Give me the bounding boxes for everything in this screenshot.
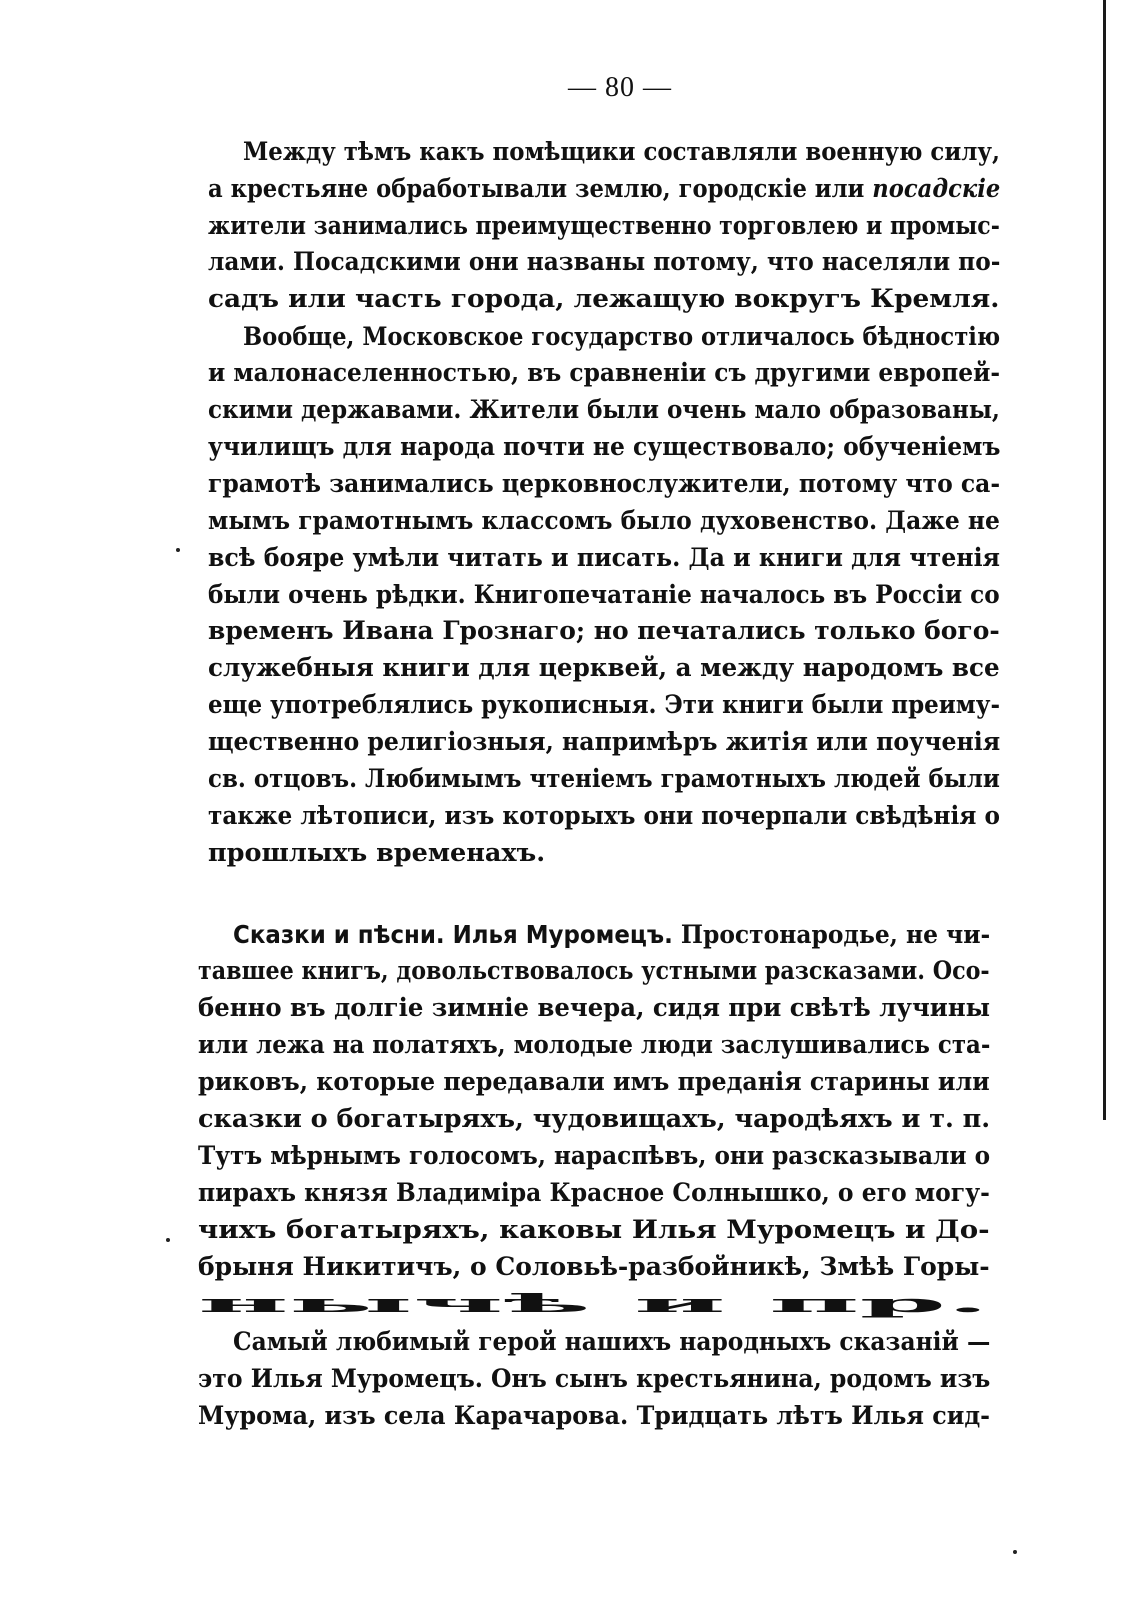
text-line (243, 322, 1001, 352)
line-text: садъ или часть города, лежащую вокругъ Кремля. (208, 284, 1000, 314)
text-line (208, 580, 1000, 610)
text-line (208, 432, 1001, 462)
line-text: временъ Ивана Грознаго; но печатались только бого- (208, 616, 1000, 646)
text-line (208, 543, 1001, 573)
line-text: Вообще, Московское государство отличалось бѣдностію (243, 322, 1001, 352)
line-text: Тутъ мѣрнымъ голосомъ, нараспѣвъ, они разсказывали о (198, 1141, 991, 1171)
text-line (198, 1104, 991, 1134)
line-text: или лежа на полатяхъ, молодые люди заслушивались ста- (198, 1030, 991, 1060)
line-text: брыня Никитичъ, о Соловьѣ-разбойникѣ, Змѣѣ Горы- (198, 1252, 990, 1282)
line-text: училищъ для народа почти не существовало; обученіемъ (208, 432, 1001, 462)
text-line (198, 1364, 991, 1394)
line-text: это Илья Муромецъ. Онъ сынъ крестьянина, родомъ изъ (198, 1364, 991, 1394)
line-text: чихъ богатыряхъ, каковы Илья Муромецъ и До- (198, 1215, 990, 1245)
text-line (208, 469, 1001, 499)
text-line (198, 1215, 990, 1245)
line-text: были очень рѣдки. Книгопечатаніе началось въ Россіи со (208, 580, 1000, 610)
text-line (198, 993, 991, 1023)
text-line (208, 211, 1000, 241)
text-line (208, 616, 1000, 646)
line-text: Между тѣмъ какъ помѣщики составляли военную силу, (243, 137, 1000, 167)
section-heading: Сказки и пѣсни. Илья Муромецъ. (233, 920, 673, 949)
line-text: пирахъ князя Владиміра Красное Солнышко, о его могу- (198, 1178, 990, 1208)
text-line (208, 653, 1000, 683)
line-text: лами. Посадскими они названы потому, что населяли по- (208, 247, 1001, 277)
page-edge-rule (1103, 0, 1106, 1120)
line-text: Мурома, изъ села Карачарова. Тридцать лѣтъ Илья сид- (198, 1401, 991, 1431)
text-line (198, 1178, 990, 1208)
text-line (198, 1289, 990, 1319)
text-line (208, 358, 1001, 388)
italic-term: посадскіе (872, 174, 1001, 204)
text-line (208, 284, 1000, 314)
text-line (208, 801, 1000, 831)
text-line (233, 1327, 991, 1357)
margin-speck (1013, 1550, 1017, 1554)
line-text: также лѣтописи, изъ которыхъ они почерпали свѣдѣнія о (208, 801, 1000, 831)
text-line (208, 838, 546, 868)
line-text: а крестьяне обработывали землю, городскіе или (208, 174, 873, 204)
line-text: нычѣ и пр. (198, 1289, 990, 1319)
line-text: Самый любимый герой нашихъ народныхъ сказаній — (233, 1327, 991, 1357)
line-text: тавшее книгъ, довольствовалось устными разсказами. Осо- (198, 956, 990, 986)
line-text: Простонародье, не чи- (672, 920, 991, 950)
text-line (198, 956, 990, 986)
text-line (198, 1141, 991, 1171)
line-text: всѣ бояре умѣли читать и писать. Да и книги для чтенія (208, 543, 1001, 573)
margin-speck (176, 548, 180, 552)
line-text: еще употреблялись рукописныя. Эти книги были преиму- (208, 690, 1000, 720)
text-line (208, 174, 1001, 204)
text-line (233, 922, 990, 949)
text-line (198, 1401, 991, 1431)
line-text: служебныя книги для церквей, а между народомъ все (208, 653, 1000, 683)
text-line (208, 690, 1000, 720)
line-text: жители занимались преимущественно торговлею и промыс- (208, 211, 1000, 241)
line-text: мымъ грамотнымъ классомъ было духовенство. Даже не (208, 506, 1000, 536)
line-text: грамотѣ занимались церковнослужители, потому что са- (208, 469, 1001, 499)
line-text: риковъ, которые передавали имъ преданія старины или (198, 1067, 990, 1097)
text-line (208, 727, 1001, 757)
line-text: скими державами. Жители были очень мало образованы, (208, 395, 1000, 425)
text-line (208, 247, 1001, 277)
line-text: щественно религіозныя, напримѣръ житія или поученія (208, 727, 1001, 757)
line-text: сказки о богатыряхъ, чудовищахъ, чародѣяхъ и т. п. (198, 1104, 991, 1134)
text-line (208, 395, 1000, 425)
line-text: св. отцовъ. Любимымъ чтеніемъ грамотныхъ людей были (208, 764, 1000, 794)
text-line (208, 506, 1000, 536)
text-line (198, 1030, 991, 1060)
text-line (208, 764, 1000, 794)
margin-speck (166, 1238, 170, 1242)
line-text: и малонаселенностью, въ сравненіи съ другими европей- (208, 358, 1001, 388)
line-text: прошлыхъ временахъ. (208, 838, 546, 868)
text-line (198, 1252, 990, 1282)
text-line (243, 137, 1000, 167)
page-number: — 80 — (568, 72, 672, 103)
line-text: бенно въ долгіе зимніе вечера, сидя при свѣтѣ лучины (198, 993, 991, 1023)
text-line (198, 1067, 990, 1097)
